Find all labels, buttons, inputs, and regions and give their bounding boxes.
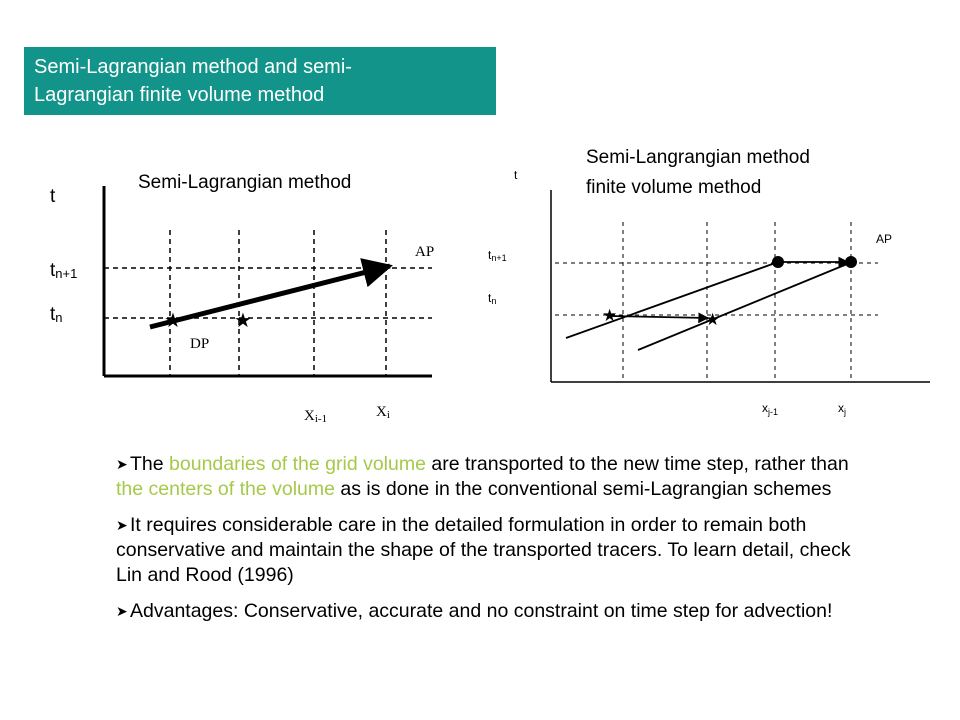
highlight-centers: the centers of the volume (116, 478, 335, 500)
star-marker-icon: ★ (164, 310, 182, 332)
right-xj1-label: $x_{j-1}$ (762, 401, 779, 417)
star-marker-icon: ★ (602, 306, 618, 325)
right-heading-line2: finite volume method (586, 177, 762, 198)
left-tn1-label: tn+1 (50, 260, 78, 281)
left-ap-label: AP (415, 244, 435, 260)
left-diagram (50, 172, 434, 425)
left-t-label: t (50, 186, 56, 207)
star-marker-icon: ★ (705, 310, 721, 329)
arrow-bullet-icon: ➤ (116, 456, 128, 472)
bullet-item-1: ➤ The boundaries of the grid volume are transported to the new time step, rather than the centers of the volume as is done in the conventional semi-Lagrangian schemes (116, 453, 849, 500)
bullet-item-3: ➤ Advantages: Conservative, accurate and no constraint on time step for advection! (116, 600, 833, 622)
highlight-boundaries: boundaries of the grid volume (169, 453, 426, 475)
right-diagram (488, 147, 930, 417)
right-tn1-label: tn+1 (488, 248, 507, 263)
bullet-item-2: ➤ It requires considerable care in the detailed formulation in order to remain both conservative and maintain the shape of the transported tracers. To learn detail, check Lin and Rood (1996) (116, 514, 851, 586)
right-trajectory-left (566, 262, 778, 338)
right-heading-line1: Semi-Langrangian method (586, 147, 810, 168)
arrow-bullet-icon: ➤ (116, 603, 128, 619)
arrow-bullet-icon: ➤ (116, 517, 128, 533)
left-xi1-label: Xi-1 (304, 408, 328, 425)
star-marker-icon: ★ (234, 310, 252, 332)
dot-marker-icon (845, 256, 857, 268)
right-t-label: t (514, 168, 518, 182)
right-ap-label: AP (876, 232, 893, 246)
bullet-list (116, 452, 876, 635)
slide-title-line2: Lagrangian finite volume method (34, 84, 325, 106)
left-dp-label: DP (190, 336, 210, 352)
dot-marker-icon (772, 256, 784, 268)
left-heading: Semi-Lagrangian method (138, 172, 352, 193)
right-tn-label: tn (488, 291, 497, 306)
right-xj-label: $x_j$ (838, 401, 846, 417)
left-tn-label: tn (50, 304, 63, 325)
left-xi-label: Xi (376, 404, 390, 421)
slide-title-line1: Semi-Lagrangian method and semi- (34, 56, 352, 78)
right-trajectory-right (638, 262, 852, 350)
